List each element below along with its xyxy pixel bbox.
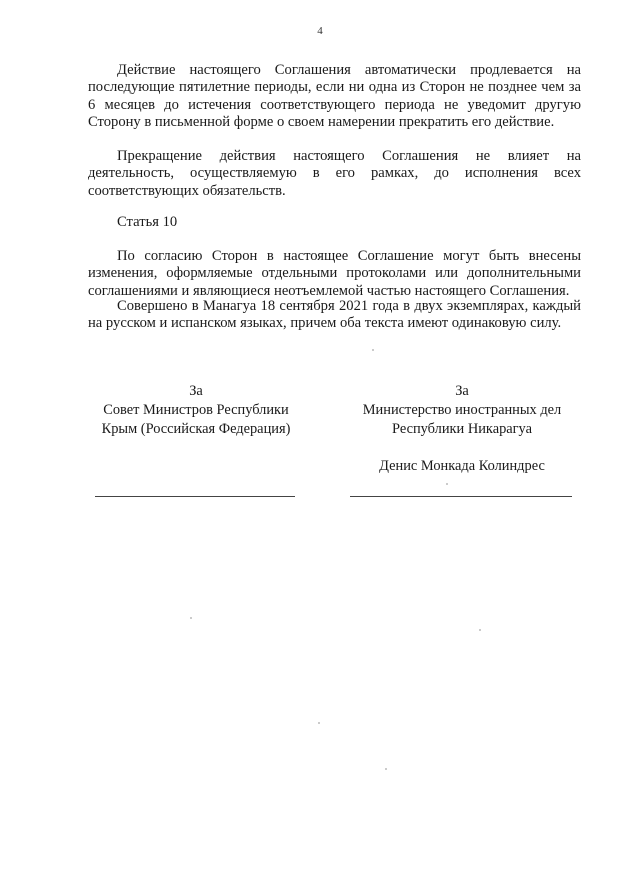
paragraph-text: Действие настоящего Соглашения автоматически продлевается на последующие пятилетние периоды, если ни одна из Сторон не позднее чем за 6 месяцев до истечения соответствующего периода не уведомит другую Сторону в письменной форме о своем намерении прекратить его действие.	[88, 62, 581, 131]
signature-party-line2: Республики Никарагуа	[392, 421, 532, 437]
signatory-name: Денис Монкада Колиндрес	[379, 458, 545, 474]
paragraph-amendments	[88, 248, 581, 300]
paragraph-text: По согласию Сторон в настоящее Соглашение могут быть внесены изменения, оформляемые отдельными протоколами или дополнительными соглашениями и являющиеся неотъемлемой частью настоящего Соглашения.	[88, 248, 581, 299]
signature-for-label: За	[455, 383, 469, 399]
scan-speck	[479, 629, 481, 631]
signature-line-left	[95, 496, 295, 497]
signature-party-line2: Крым (Российская Федерация)	[101, 421, 291, 437]
signature-line-right	[350, 496, 572, 497]
scan-speck	[372, 349, 374, 351]
scan-speck	[385, 768, 387, 770]
scan-speck	[446, 483, 448, 485]
scan-speck	[190, 617, 192, 619]
paragraph-done-at	[88, 298, 581, 333]
paragraph-extension	[88, 62, 581, 132]
signature-block-right	[350, 382, 574, 476]
signature-for-label: За	[189, 383, 203, 399]
paragraph-text: Совершено в Манагуа 18 сентября 2021 года в двух экземплярах, каждый на русском и испанском языках, причем оба текста имеют одинаковую силу.	[88, 298, 581, 332]
article-heading: Статья 10	[117, 214, 178, 230]
signature-party-line1: Совет Министров Республики	[103, 402, 289, 418]
page-number: 4	[317, 25, 323, 37]
signature-block-left	[90, 382, 302, 439]
scan-speck	[318, 722, 320, 724]
paragraph-text: Прекращение действия настоящего Соглашения не влияет на деятельность, осуществляемую в его рамках, до исполнения всех соответствующих обязательств.	[88, 148, 581, 199]
paragraph-termination	[88, 148, 581, 200]
signature-party-line1: Министерство иностранных дел	[362, 402, 562, 418]
